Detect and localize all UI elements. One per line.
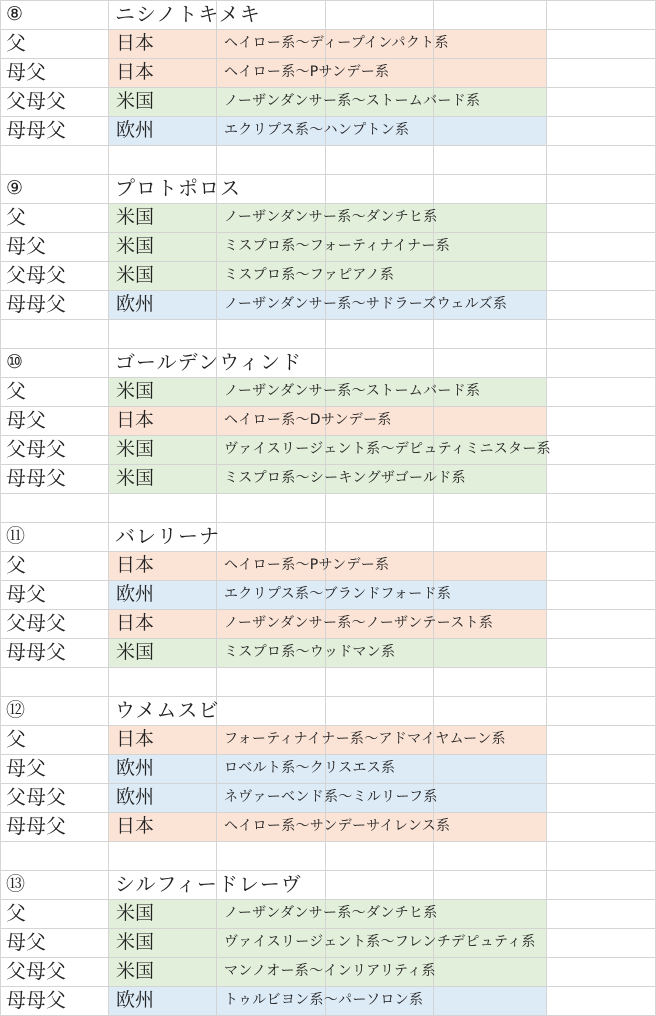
sire-line: マンノオー系～インリアリティ系: [224, 963, 436, 979]
sire-line: ヴァイスリージェント系～デピュティミニスター系: [224, 441, 551, 457]
pedigree-role: 母父: [6, 408, 46, 432]
pedigree-role: 母母父: [6, 814, 66, 838]
sire-line: ノーザンダンサー系～ノーザンテースト系: [224, 615, 494, 631]
pedigree-region: 日本: [116, 61, 155, 83]
horse-name: ウメムスビ: [115, 698, 220, 722]
pedigree-role: 母母父: [6, 988, 66, 1012]
gridline-vertical: [0, 0, 1, 1016]
sire-line: ノーザンダンサー系～サドラーズウェルズ系: [224, 296, 508, 312]
horse-name: シルフィードレーヴ: [115, 872, 302, 896]
pedigree-region: 欧州: [116, 119, 155, 141]
gridline-horizontal: [0, 696, 656, 697]
pedigree-region: 米国: [116, 380, 155, 402]
sire-line: トゥルビヨン系～パーソロン系: [224, 992, 424, 1008]
gridline-vertical: [216, 0, 217, 1016]
sire-line: ミスプロ系～ウッドマン系: [224, 644, 396, 660]
pedigree-region: 米国: [116, 90, 155, 112]
sire-line: ミスプロ系～ファピアノ系: [224, 267, 395, 283]
pedigree-role: 母母父: [6, 292, 66, 316]
pedigree-region: 欧州: [116, 989, 155, 1011]
pedigree-region: 米国: [116, 438, 155, 460]
gridline-horizontal: [0, 319, 656, 320]
sire-line: ヘイロー系～Dサンデー系: [224, 412, 392, 428]
pedigree-role: 父: [6, 553, 26, 577]
pedigree-region: 欧州: [116, 757, 155, 779]
pedigree-role: 父: [6, 379, 26, 403]
horse-number: ⑩: [6, 351, 24, 373]
sire-line: ヘイロー系～Pサンデー系: [224, 557, 390, 573]
sire-line: ノーザンダンサー系～ストームバード系: [224, 383, 481, 399]
gridline-vertical: [433, 0, 434, 1016]
sire-line: ミスプロ系～シーキングザゴールド系: [224, 470, 466, 486]
gridline-horizontal: [0, 522, 656, 523]
pedigree-region: 欧州: [116, 293, 155, 315]
pedigree-role: 父母父: [6, 611, 66, 635]
gridline-vertical: [108, 0, 109, 1016]
sire-line: ミスプロ系～フォーティナイナー系: [224, 238, 450, 254]
gridline-horizontal: [0, 145, 656, 146]
pedigree-role: 父: [6, 31, 26, 55]
horse-number: ⑬: [6, 873, 26, 895]
pedigree-role: 母母父: [6, 466, 66, 490]
pedigree-region: 日本: [116, 32, 155, 54]
gridline-horizontal: [0, 667, 656, 668]
gridline-vertical: [325, 0, 326, 1016]
pedigree-region: 米国: [116, 960, 155, 982]
sire-line: フォーティナイナー系～アドマイヤムーン系: [224, 731, 506, 747]
gridline-vertical: [546, 0, 547, 1016]
pedigree-region: 日本: [116, 554, 155, 576]
horse-number: ⑧: [6, 3, 24, 25]
horse-name: バレリーナ: [115, 524, 220, 548]
pedigree-role: 父母父: [6, 263, 66, 287]
pedigree-region: 日本: [116, 728, 155, 750]
sire-line: ヴァイスリージェント系～フレンチデピュティ系: [224, 934, 536, 950]
pedigree-region: 米国: [116, 206, 155, 228]
pedigree-region: 米国: [116, 235, 155, 257]
pedigree-role: 父母父: [6, 437, 66, 461]
pedigree-region: 日本: [116, 815, 155, 837]
pedigree-region: 日本: [116, 612, 155, 634]
gridline-horizontal: [0, 841, 656, 842]
pedigree-role: 母父: [6, 756, 46, 780]
sire-line: ネヴァーベンド系～ミルリーフ系: [224, 789, 438, 805]
horse-name: プロトポロス: [115, 176, 241, 200]
pedigree-region: 欧州: [116, 583, 155, 605]
pedigree-role: 父: [6, 205, 26, 229]
pedigree-region: 米国: [116, 902, 155, 924]
horse-name: ゴールデンウィンド: [115, 350, 302, 374]
pedigree-role: 父: [6, 901, 26, 925]
pedigree-role: 母父: [6, 582, 46, 606]
pedigree-region: 日本: [116, 409, 155, 431]
pedigree-role: 父母父: [6, 785, 66, 809]
pedigree-role: 母父: [6, 60, 46, 84]
pedigree-region: 米国: [116, 931, 155, 953]
sire-line: エクリプス系～ハンプトン系: [224, 122, 410, 138]
pedigree-role: 父母父: [6, 89, 66, 113]
pedigree-role: 母父: [6, 234, 46, 258]
sire-line: ノーザンダンサー系～ダンチヒ系: [224, 209, 438, 225]
sire-line: ヘイロー系～ディープインパクト系: [224, 35, 449, 51]
sire-line: ノーザンダンサー系～ダンチヒ系: [224, 905, 438, 921]
pedigree-role: 母母父: [6, 118, 66, 142]
sire-line: ヘイロー系～サンデーサイレンス系: [224, 818, 451, 834]
sire-line: ノーザンダンサー系～ストームバード系: [224, 93, 481, 109]
gridline-horizontal: [0, 174, 656, 175]
horse-number: ⑨: [6, 177, 24, 199]
gridline-horizontal: [0, 493, 656, 494]
pedigree-role: 母母父: [6, 640, 66, 664]
sire-line: ロベルト系～クリスエス系: [224, 760, 396, 776]
pedigree-role: 父: [6, 727, 26, 751]
pedigree-role: 母父: [6, 930, 46, 954]
gridline-horizontal: [0, 348, 656, 349]
gridline-horizontal: [0, 870, 656, 871]
sire-line: ヘイロー系～Pサンデー系: [224, 64, 390, 80]
horse-number: ⑫: [6, 699, 26, 721]
sire-line: エクリプス系～ブランドフォード系: [224, 586, 452, 602]
pedigree-role: 父母父: [6, 959, 66, 983]
pedigree-region: 米国: [116, 641, 155, 663]
horse-name: ニシノトキメキ: [115, 2, 261, 26]
horse-number: ⑪: [6, 525, 26, 547]
gridline-horizontal: [0, 0, 656, 1]
pedigree-region: 欧州: [116, 786, 155, 808]
pedigree-region: 米国: [116, 467, 155, 489]
pedigree-region: 米国: [116, 264, 155, 286]
